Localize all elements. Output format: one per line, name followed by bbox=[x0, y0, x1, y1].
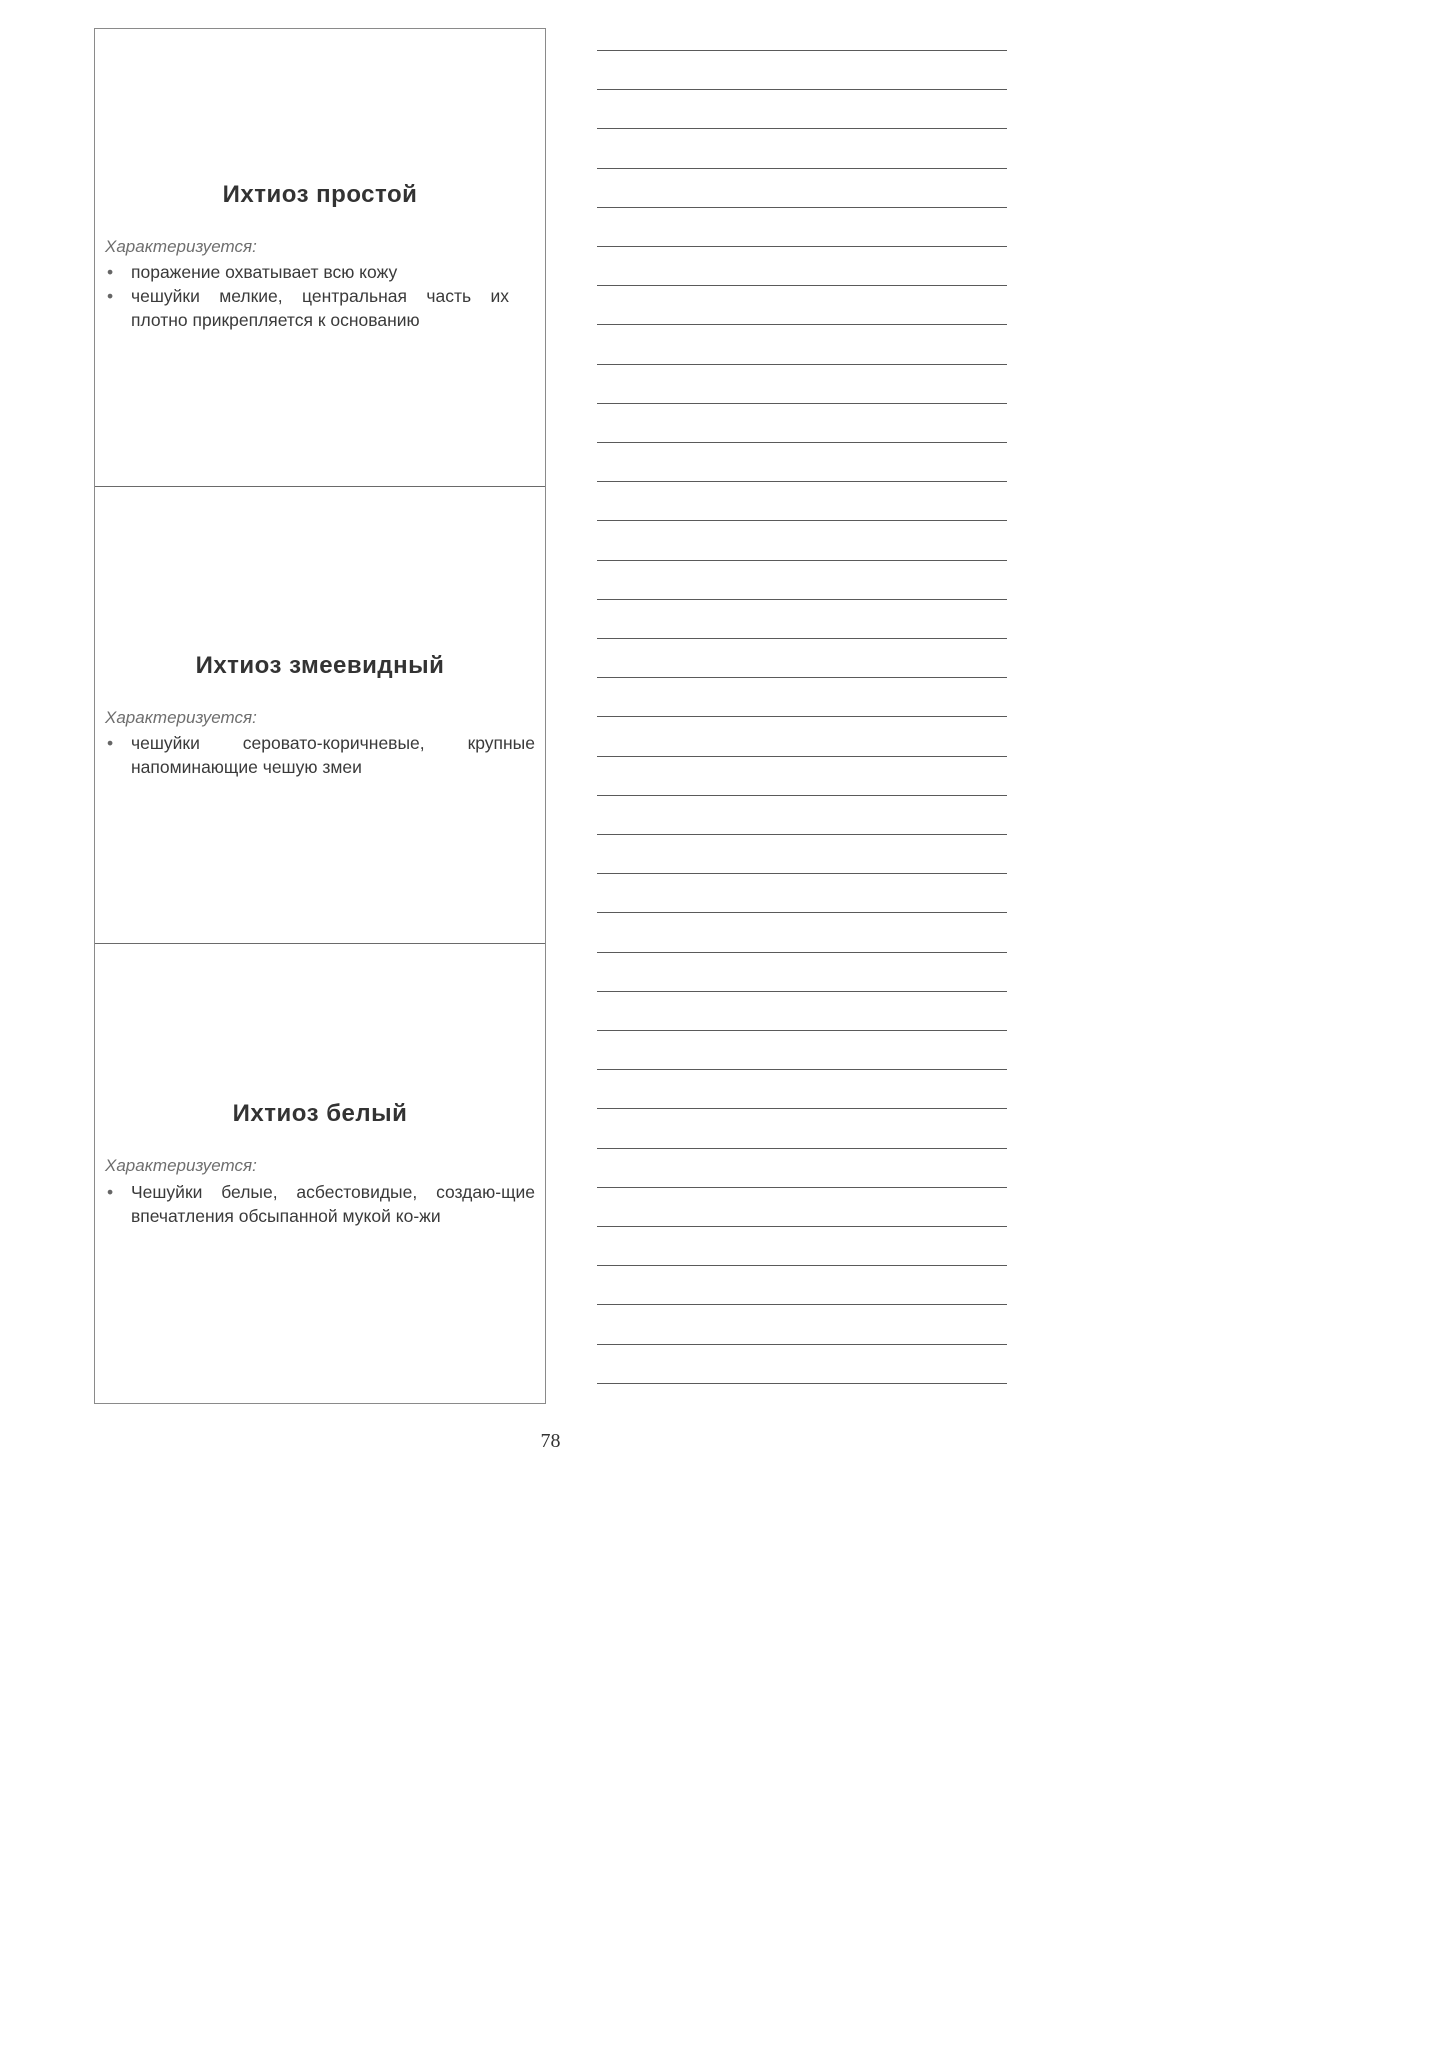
note-line bbox=[597, 168, 1007, 169]
bullet-item: • Чешуйки белые, асбестовидые, создаю-щие впечатления обсыпанной мукой ко-жи bbox=[105, 1180, 535, 1228]
note-line bbox=[597, 1265, 1007, 1266]
note-line bbox=[597, 834, 1007, 835]
slide-ichthyosis-white bbox=[95, 943, 545, 1401]
note-line bbox=[597, 1108, 1007, 1109]
note-line bbox=[597, 1030, 1007, 1031]
note-line bbox=[597, 873, 1007, 874]
note-line bbox=[597, 50, 1007, 51]
note-line bbox=[597, 89, 1007, 90]
note-line bbox=[597, 364, 1007, 365]
slide-ichthyosis-serpentine bbox=[95, 486, 545, 944]
note-line bbox=[597, 246, 1007, 247]
slide-subtitle: Характеризуется: bbox=[105, 708, 257, 727]
note-line bbox=[597, 520, 1007, 521]
note-line bbox=[597, 442, 1007, 443]
note-line bbox=[597, 638, 1007, 639]
note-line bbox=[597, 324, 1007, 325]
slide-subtitle: Характеризуется: bbox=[105, 1156, 257, 1175]
slide-title: Ихтиоз змеевидный bbox=[195, 652, 445, 679]
slide-ichthyosis-simple bbox=[95, 29, 545, 487]
bullet-item: • поражение охватывает всю кожу bbox=[105, 260, 535, 284]
note-line bbox=[597, 795, 1007, 796]
bullet-list bbox=[105, 1180, 535, 1228]
note-line bbox=[597, 1304, 1007, 1305]
note-line bbox=[597, 952, 1007, 953]
slide-title: Ихтиоз белый bbox=[232, 1100, 408, 1127]
note-line bbox=[597, 756, 1007, 757]
note-line bbox=[597, 677, 1007, 678]
note-line bbox=[597, 207, 1007, 208]
note-line bbox=[597, 1226, 1007, 1227]
bullet-list bbox=[105, 731, 535, 779]
note-line bbox=[597, 912, 1007, 913]
bullet-item: • чешуйки серовато-коричневые, крупные напоминающие чешую змеи bbox=[105, 731, 535, 779]
note-line bbox=[597, 403, 1007, 404]
slides-column bbox=[94, 28, 546, 1404]
note-line bbox=[597, 1187, 1007, 1188]
note-line bbox=[597, 560, 1007, 561]
note-line bbox=[597, 1069, 1007, 1070]
note-line bbox=[597, 1383, 1007, 1384]
note-line bbox=[597, 599, 1007, 600]
note-line bbox=[597, 1148, 1007, 1149]
note-line bbox=[597, 285, 1007, 286]
note-line bbox=[597, 481, 1007, 482]
slide-subtitle: Характеризуется: bbox=[105, 237, 257, 256]
note-line bbox=[597, 128, 1007, 129]
page-number: 78 bbox=[540, 1430, 561, 1452]
bullet-item: • чешуйки мелкие, центральная часть их плотно прикрепляется к основанию bbox=[105, 284, 509, 332]
bullet-list bbox=[105, 260, 535, 332]
note-line bbox=[597, 1344, 1007, 1345]
note-line bbox=[597, 991, 1007, 992]
slide-title: Ихтиоз простой bbox=[222, 181, 418, 208]
note-line bbox=[597, 716, 1007, 717]
